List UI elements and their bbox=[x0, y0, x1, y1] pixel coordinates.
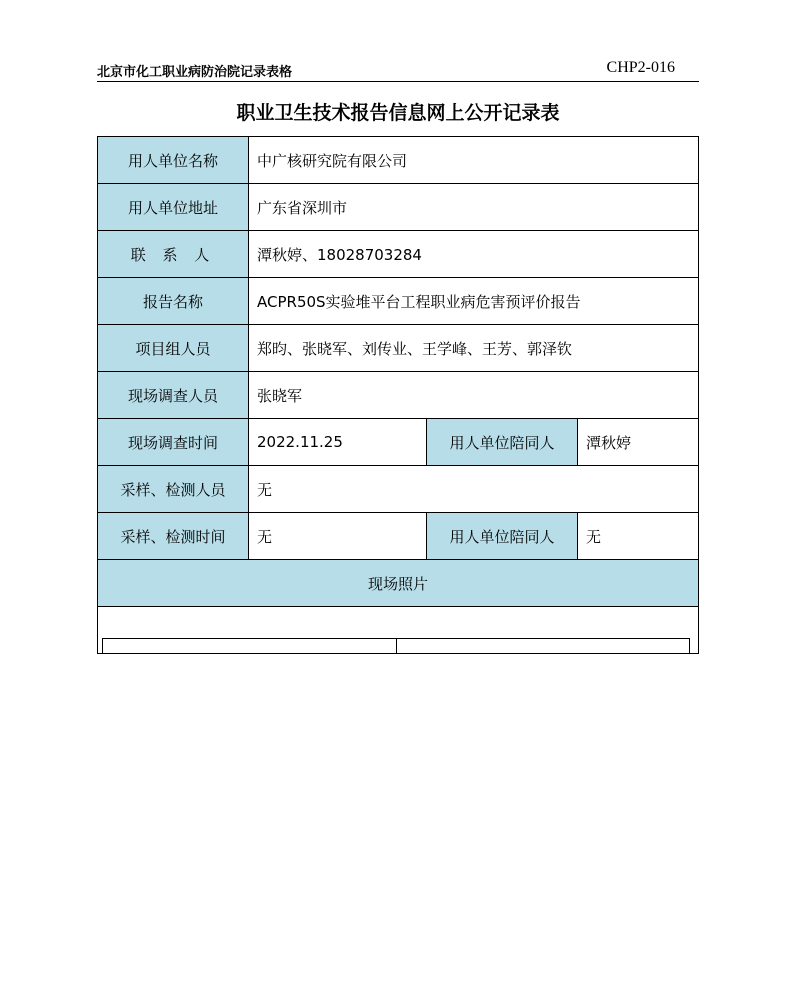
row-photos-header bbox=[98, 560, 699, 607]
label-project-members: 项目组人员 bbox=[98, 325, 249, 372]
section-site-photos: 现场照片 bbox=[98, 560, 699, 607]
row-photos bbox=[98, 607, 699, 654]
row-employer-name bbox=[98, 137, 699, 184]
label-employer-address: 用人单位地址 bbox=[98, 184, 249, 231]
photos-cell bbox=[98, 607, 699, 654]
label-sampling-staff: 采样、检测人员 bbox=[98, 466, 249, 513]
value-project-members: 郑昀、张晓军、刘传业、王学峰、王芳、郭泽钦 bbox=[249, 325, 699, 372]
label-employer-name: 用人单位名称 bbox=[98, 137, 249, 184]
label-sampling-escort: 用人单位陪同人 bbox=[427, 513, 578, 560]
row-employer-address bbox=[98, 184, 699, 231]
row-site-investigation-time bbox=[98, 419, 699, 466]
header-divider bbox=[97, 81, 699, 82]
label-site-escort: 用人单位陪同人 bbox=[427, 419, 578, 466]
document-title: 职业卫生技术报告信息网上公开记录表 bbox=[236, 102, 560, 124]
label-report-name: 报告名称 bbox=[98, 278, 249, 325]
photo-slot-left bbox=[103, 639, 396, 654]
row-contact bbox=[98, 231, 699, 278]
value-site-investigators: 张晓军 bbox=[249, 372, 699, 419]
value-site-escort: 潭秋婷 bbox=[578, 419, 699, 466]
record-table bbox=[97, 136, 699, 654]
value-contact: 潭秋婷、18028703284 bbox=[249, 231, 699, 278]
photo-frame bbox=[102, 638, 690, 654]
photo-slot-right bbox=[396, 639, 690, 654]
label-contact: 联 系 人 bbox=[98, 231, 249, 278]
label-sampling-time: 采样、检测时间 bbox=[98, 513, 249, 560]
value-site-investigation-time: 2022.11.25 bbox=[249, 419, 427, 466]
value-report-name: ACPR50S实验堆平台工程职业病危害预评价报告 bbox=[249, 278, 699, 325]
value-employer-name: 中广核研究院有限公司 bbox=[249, 137, 699, 184]
row-report-name bbox=[98, 278, 699, 325]
row-project-members bbox=[98, 325, 699, 372]
value-sampling-escort: 无 bbox=[578, 513, 699, 560]
value-sampling-time: 无 bbox=[249, 513, 427, 560]
row-site-investigators bbox=[98, 372, 699, 419]
form-code: CHP2-016 bbox=[606, 59, 675, 76]
value-employer-address: 广东省深圳市 bbox=[249, 184, 699, 231]
row-sampling-staff bbox=[98, 466, 699, 513]
row-sampling-time bbox=[98, 513, 699, 560]
label-site-investigators: 现场调查人员 bbox=[98, 372, 249, 419]
value-sampling-staff: 无 bbox=[249, 466, 699, 513]
label-site-investigation-time: 现场调查时间 bbox=[98, 419, 249, 466]
form-organization: 北京市化工职业病防治院记录表格 bbox=[97, 65, 293, 80]
